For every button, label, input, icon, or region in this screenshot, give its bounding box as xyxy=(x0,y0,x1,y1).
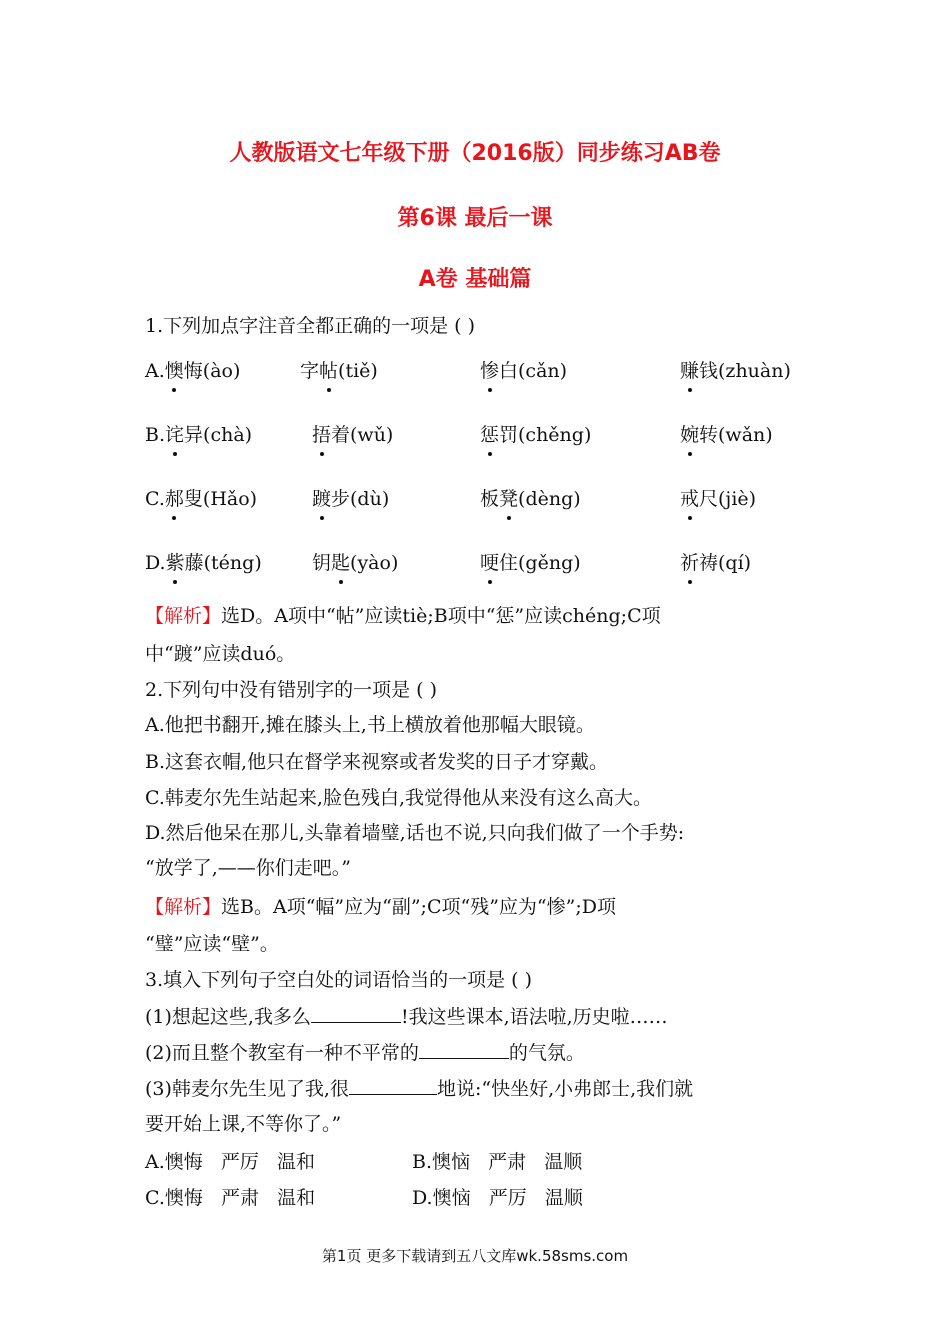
q2-option-d: D.然后他呆在那儿,头靠着墙璧,话也不说,只向我们做了一个手势: xyxy=(145,822,685,844)
q1-option-item: 字帖(tiě) xyxy=(300,360,378,382)
q1-analysis-cont: 中“踱”应读duó。 xyxy=(145,643,296,665)
q3-sentence-3: (3)韩麦尔先生见了我,很 地说:“快坐好,小弗郎士,我们就 xyxy=(145,1078,694,1100)
q2-option-d-cont: “放学了,——你们走吧。” xyxy=(145,857,351,879)
q3-stem: 3.填入下列句子空白处的词语恰当的一项是 ( ) xyxy=(145,969,533,991)
analysis-text: 选B。A项“幅”应为“副”;C项“残”应为“惨”;D项 xyxy=(221,896,616,918)
q1-option-item: 踱步(dù) xyxy=(312,488,390,510)
emphasis-dot-char: 婉 xyxy=(680,424,700,446)
document-title: 人教版语文七年级下册（2016版）同步练习AB卷 xyxy=(229,141,721,166)
q2-analysis xyxy=(145,895,616,919)
q1-option-item: 哽住(gěng) xyxy=(480,552,581,574)
emphasis-dot-char: 郝 xyxy=(164,488,184,510)
q1-option-item: 赚钱(zhuàn) xyxy=(680,360,791,382)
blank-line xyxy=(311,1004,401,1023)
emphasis-dot-char: 祈 xyxy=(680,552,700,574)
section-title: A卷 基础篇 xyxy=(418,267,532,292)
emphasis-dot-char: 赚 xyxy=(680,360,700,382)
q1-option-item: 钥匙(yào) xyxy=(312,552,399,574)
emphasis-dot-char: 捂 xyxy=(312,424,332,446)
emphasis-dot-char: 惩 xyxy=(480,424,500,446)
emphasis-dot-char: 匙 xyxy=(331,552,351,574)
q3-option-b: B.懊恼 严肃 温顺 xyxy=(412,1151,583,1173)
analysis-text: 选D。A项中“帖”应读tiè;B项中“惩”应读chéng;C项 xyxy=(221,605,661,627)
q1-option-item: B.诧异(chà) xyxy=(145,424,253,446)
q1-option-item: A.懊悔(ào) xyxy=(145,360,241,382)
q1-option-item: 祈祷(qí) xyxy=(680,552,752,574)
q2-option-c: C.韩麦尔先生站起来,脸色残白,我觉得他从来没有这么高大。 xyxy=(145,787,652,809)
emphasis-dot-char: 凳 xyxy=(499,488,519,510)
emphasis-dot-char: 惨 xyxy=(480,360,500,382)
emphasis-dot-char: 帖 xyxy=(319,360,339,382)
q3-option-c: C.懊悔 严肃 温和 xyxy=(145,1187,316,1209)
q1-stem: 1.下列加点字注音全都正确的一项是 ( ) xyxy=(145,315,476,337)
emphasis-dot-char: 踱 xyxy=(312,488,332,510)
emphasis-dot-char: 哽 xyxy=(480,552,500,574)
emphasis-dot-char: 懊 xyxy=(164,360,184,382)
q1-option-item: 捂着(wǔ) xyxy=(312,424,394,446)
q2-option-b: B.这套衣帽,他只在督学来视察或者发奖的日子才穿戴。 xyxy=(145,751,609,773)
q2-analysis-cont: “璧”应读“壁”。 xyxy=(145,933,279,955)
q3-option-a: A.懊悔 严厉 温和 xyxy=(145,1151,315,1173)
emphasis-dot-char: 诧 xyxy=(165,424,185,446)
q1-option-item: D.紫藤(téng) xyxy=(145,552,262,574)
q1-option-item: 惨白(cǎn) xyxy=(480,360,568,382)
q2-option-a: A.他把书翻开,摊在膝头上,书上横放着他那幅大眼镜。 xyxy=(145,714,595,736)
q1-option-item: 板凳(dèng) xyxy=(480,488,581,510)
q3-sentence-2: (2)而且整个教室有一种不平常的 的气氛。 xyxy=(145,1042,585,1064)
q2-stem: 2.下列句中没有错别字的一项是 ( ) xyxy=(145,679,438,701)
q1-option-item: C.郝叟(Hǎo) xyxy=(145,488,258,510)
q1-option-item: 惩罚(chěng) xyxy=(480,424,592,446)
q3-option-d: D.懊恼 严厉 温顺 xyxy=(412,1187,583,1209)
q1-option-item: 戒尺(jiè) xyxy=(680,488,757,510)
q3-sentence-3-cont: 要开始上课,不等你了。” xyxy=(145,1113,342,1135)
analysis-tag: 【解析】 xyxy=(145,605,222,627)
lesson-title: 第6课 最后一课 xyxy=(397,206,553,231)
emphasis-dot-char: 戒 xyxy=(680,488,700,510)
blank-line xyxy=(349,1076,437,1095)
emphasis-dot-char: 紫 xyxy=(165,552,185,574)
q1-analysis xyxy=(145,604,661,628)
blank-line xyxy=(419,1040,509,1059)
analysis-tag: 【解析】 xyxy=(145,896,222,918)
page-footer: 第1页 更多下载请到五八文库wk.58sms.com xyxy=(321,1247,629,1265)
q1-option-item: 婉转(wǎn) xyxy=(680,424,773,446)
q3-sentence-1: (1)想起这些,我多么 !我这些课本,语法啦,历史啦…… xyxy=(145,1006,668,1028)
